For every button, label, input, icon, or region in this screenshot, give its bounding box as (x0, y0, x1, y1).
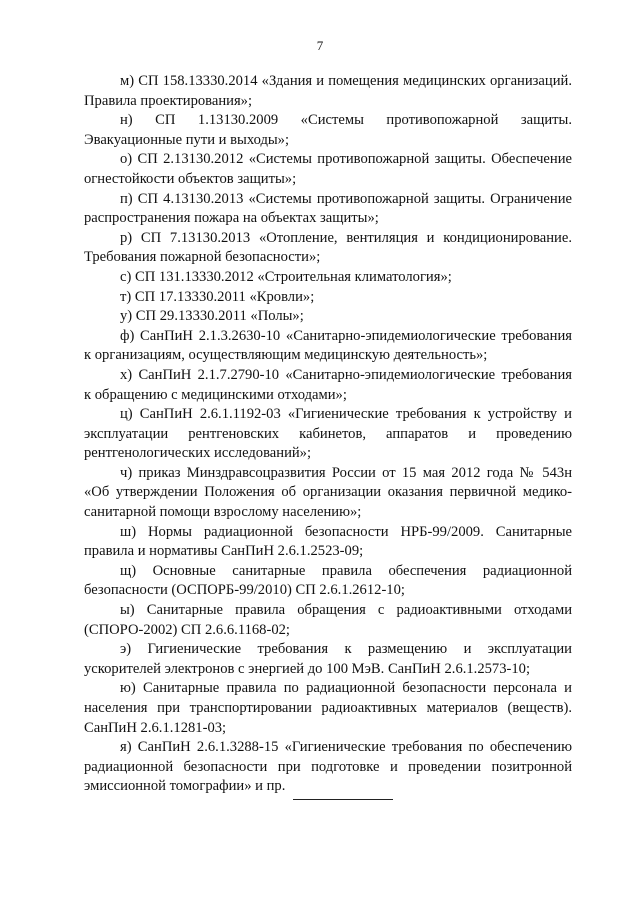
regulations-list (84, 72, 572, 797)
list-item: т) СП 17.13330.2011 «Кровли»; (120, 288, 315, 305)
list-item: с) СП 131.13330.2012 «Строительная климатология»; (120, 268, 452, 285)
list-item: ш) Нормы радиационной безопасности НРБ-99/2009. Санитарные правила и нормативы СанПиН 2.6.1.2523-09; (84, 523, 572, 560)
list-item: ю) Санитарные правила по радиационной безопасности персонала и населения при транспортировании радиоактивных материалов (веществ). СанПиН 2.6.1.1281-03; (84, 680, 572, 736)
list-item: э) Гигиенические требования к размещению и эксплуатации ускорителей электронов с энергией до 100 МэВ. СанПиН 2.6.1.2573-10; (84, 641, 572, 677)
list-item: н) СП 1.13130.2009 «Системы противопожарной защиты. Эвакуационные пути и выходы»; (84, 112, 572, 148)
list-item: о) СП 2.13130.2012 «Системы противопожарной защиты. Обеспечение огнестойкости объектов защиты»; (84, 151, 572, 187)
list-item: щ) Основные санитарные правила обеспечения радиационной безопасности (ОСПОРБ-99/2010) СП 2.6.1.2612-10; (84, 562, 572, 599)
list-item: ф) СанПиН 2.1.3.2630-10 «Санитарно-эпидемиологические требования к организациям, осуществляющим медицинскую деятельность»; (84, 327, 572, 364)
list-item: р) СП 7.13130.2013 «Отопление, вентиляция и кондиционирование. Требования пожарной безопасности»; (84, 229, 572, 266)
list-item: м) СП 158.13330.2014 «Здания и помещения медицинских организаций. Правила проектирования»; (84, 73, 572, 109)
list-item: ч) приказ Минздравсоцразвития России от 15 мая 2012 года № 543н «Об утверждении Положения об организации оказания первичной медико-санитарной помощи взрослому населению»; (84, 464, 572, 521)
list-item: п) СП 4.13130.2013 «Системы противопожарной защиты. Ограничение распространения пожара на объектах защиты»; (84, 190, 572, 227)
list-item: я) СанПиН 2.6.1.3288-15 «Гигиенические требования по обеспечению радиационной безопасности при подготовке и проведении позитронной эмиссионной томографии» и пр. (84, 739, 572, 795)
list-item: х) СанПиН 2.1.7.2790-10 «Санитарно-эпидемиологические требования к обращению с медицинскими отходами»; (84, 366, 572, 403)
list-item: у) СП 29.13330.2011 «Полы»; (120, 308, 304, 325)
footer-divider (293, 799, 393, 800)
list-item: ы) Санитарные правила обращения с радиоактивными отходами (СПОРО-2002) СП 2.6.6.1168-02; (84, 602, 572, 638)
list-item: ц) СанПиН 2.6.1.1192-03 «Гигиенические требования к устройству и эксплуатации рентгеновских кабинетов, аппаратов и проведению рентгенологических исследований»; (84, 406, 572, 462)
page-number: 7 (316, 38, 324, 53)
